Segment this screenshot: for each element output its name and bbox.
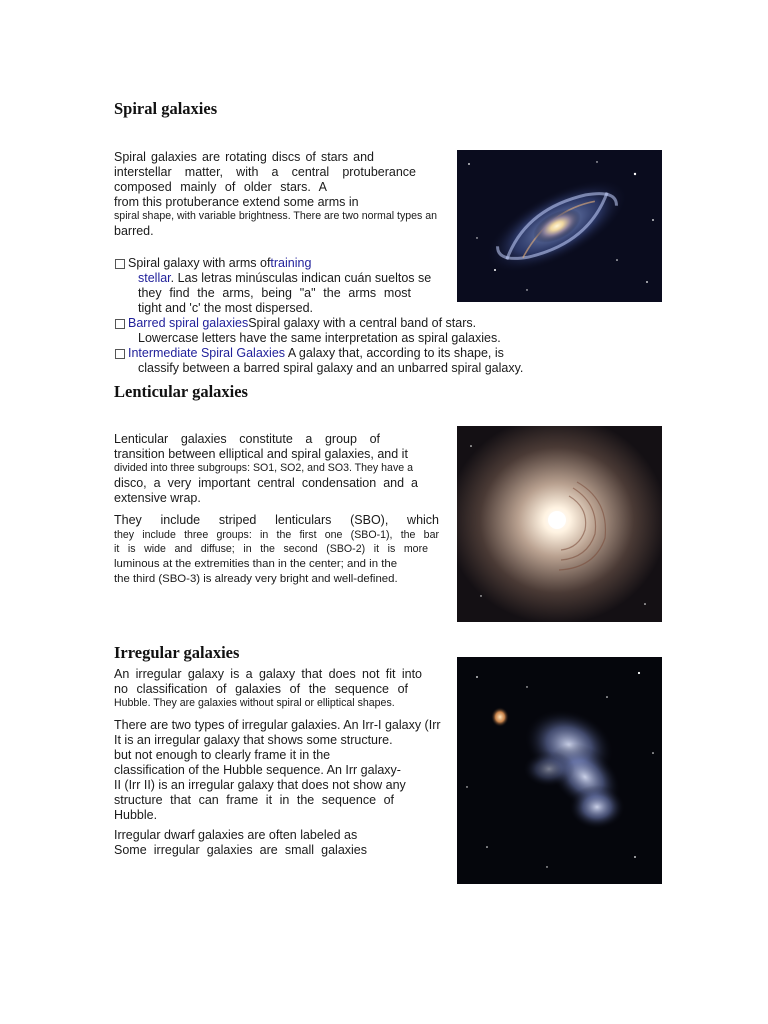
- spiral-text-line: composed mainly of older stars. A: [114, 180, 327, 194]
- irregular-text-line: no classification of galaxies of the sequence of: [114, 682, 408, 696]
- lenticular-text-line: they include three groups: in the first one (SBO-1), the bar: [114, 529, 439, 541]
- irregular-text-line: classification of the Hubble sequence. An Irr galaxy-: [114, 763, 401, 777]
- lenticular-text-line: transition between elliptical and spiral galaxies, and it: [114, 447, 408, 461]
- spiral-text-line: spiral shape, with variable brightness. There are two normal types an: [114, 210, 438, 222]
- irregular-text-line: structure that can frame it in the sequence of: [114, 793, 394, 807]
- bullet-spiral-line: Spiral galaxy with arms oftraining: [128, 256, 312, 270]
- irregular-text-line: Irregular dwarf galaxies are often labeled as: [114, 828, 358, 842]
- irregular-text-line: Hubble.: [114, 808, 158, 822]
- lenticular-galaxy-image: [457, 426, 662, 622]
- irregular-text-line: An irregular galaxy is a galaxy that does not fit into: [114, 667, 422, 681]
- section-heading-irregular: Irregular galaxies: [114, 643, 240, 662]
- irregular-text-line: It is an irregular galaxy that shows some structure.: [114, 733, 393, 747]
- lenticular-text-line: They include striped lenticulars (SBO), which: [114, 513, 439, 527]
- intermediate-spiral-galaxies-link[interactable]: Intermediate Spiral Galaxies: [128, 346, 286, 360]
- section-heading-spiral: Spiral galaxies: [114, 99, 218, 118]
- spiral-text-line: barred.: [114, 224, 154, 238]
- bullet-barred-line: Barred spiral galaxiesSpiral galaxy with a central band of stars.: [128, 316, 477, 330]
- training-link[interactable]: training: [270, 256, 312, 270]
- spiral-text-line: Spiral galaxies are rotating discs of stars and: [114, 150, 374, 164]
- bullet-spiral-line: stellar. Las letras minúsculas indican cuán sueltos se: [138, 271, 432, 285]
- bullet-spiral-line: tight and 'c' the most dispersed.: [138, 301, 314, 315]
- stellar-link[interactable]: stellar: [138, 271, 171, 285]
- irregular-text-line: Hubble. They are galaxies without spiral or elliptical shapes.: [114, 697, 395, 709]
- irregular-text-line: II (Irr II) is an irregular galaxy that does not show any: [114, 778, 406, 792]
- bullet-box-icon: [115, 349, 125, 359]
- irregular-text-line: There are two types of irregular galaxies. An Irr-I galaxy (Irr: [114, 718, 441, 732]
- bullet-box-icon: [115, 259, 125, 269]
- bullet-intermediate-line: classify between a barred spiral galaxy and an unbarred spiral galaxy.: [138, 361, 524, 375]
- irregular-text-line: but not enough to clearly frame it in the: [114, 748, 331, 762]
- bullet-box-icon: [115, 319, 125, 329]
- lenticular-text-line: Lenticular galaxies constitute a group of: [114, 432, 380, 446]
- section-heading-lenticular: Lenticular galaxies: [114, 382, 248, 401]
- spiral-text-line: from this protuberance extend some arms in: [114, 195, 359, 209]
- lenticular-text-line: extensive wrap.: [114, 491, 201, 505]
- spiral-galaxy-image: [457, 150, 662, 302]
- barred-spiral-galaxies-link[interactable]: Barred spiral galaxies: [128, 316, 249, 330]
- lenticular-text-line: luminous at the extremities than in the center; and in the: [114, 558, 398, 570]
- bullet-barred-line: Lowercase letters have the same interpretation as spiral galaxies.: [138, 331, 501, 345]
- lenticular-text-line: the third (SBO-3) is already very bright and well-defined.: [114, 573, 398, 585]
- lenticular-text-line: divided into three subgroups: SO1, SO2, and SO3. They have a: [114, 462, 413, 474]
- irregular-text-line: Some irregular galaxies are small galaxies: [114, 843, 367, 857]
- lenticular-text-line: disco, a very important central condensation and a: [114, 476, 418, 490]
- bullet-spiral-line: they find the arms, being "a" the arms most: [138, 286, 411, 300]
- bullet-intermediate-line: Intermediate Spiral Galaxies A galaxy that, according to its shape, is: [128, 346, 504, 360]
- lenticular-text-line: it is wide and diffuse; in the second (SBO-2) it is more: [114, 543, 428, 555]
- spiral-text-line: interstellar matter, with a central protuberance: [114, 165, 416, 179]
- irregular-galaxy-image: [457, 657, 662, 884]
